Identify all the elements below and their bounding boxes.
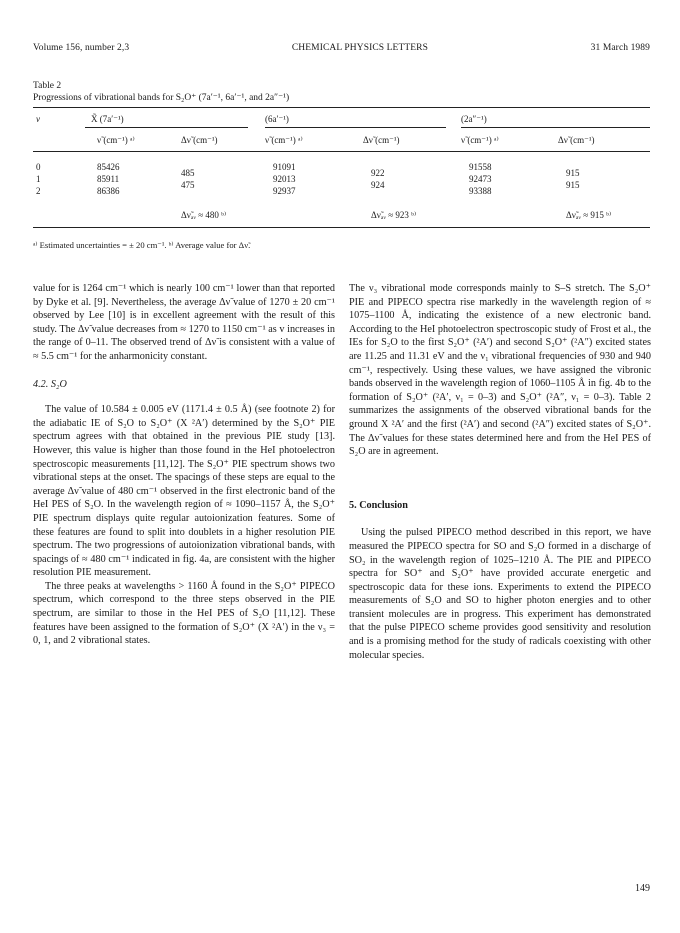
running-header: [33, 43, 650, 53]
journal-name: CHEMICAL PHYSICS LETTERS: [291, 43, 428, 53]
g1-delta: 485: [181, 168, 195, 178]
subheader-g1-delta: Δν̃ (cm⁻¹): [181, 135, 218, 145]
group-header-first-excited: (6a′⁻¹): [265, 114, 289, 124]
group-rule-3: [461, 127, 650, 128]
group-rule-2: [265, 127, 446, 128]
g3-average: Δν̃ₐᵥ ≈ 915 ᵇ⁾: [566, 210, 612, 220]
paragraph: The ν₃ vibrational mode corresponds mainly to S–S stretch. The S₂O⁺ PIE and PIPECO spectra rise markedly in the wavelength region of ≈ 1075–1100 Å, indicating the existence of a new electronic band. According to the HeI photoelectron spectroscopic study of Frost et al., the IEs for S₂O to the first S₂O⁺ (²A′) and second S₂O⁺ (²A″) excited states are 11.25 and 11.31 eV and the ν₁ vibrational frequencies of 930 and 940 cm⁻¹, respectively. Using these values, we have assigned the vibronic bands observed in the wavelength region of 1060–1105 Å in fig. 4b to the formation of S₂O⁺ (²A′, ν₁ = 0–3) and S₂O⁺ (²A″, ν₁ = 0–3). Table 2 summarizes the assignments of the observed vibrational bands for the ground X ²A′ and the first (²A′) and second (²A″) excited states of S₂O⁺. The Δν̃ values for these states determined here and from the HeI PES of S₂O are in agreement.: [349, 283, 651, 458]
v-value: 0: [36, 162, 41, 172]
left-column: [33, 282, 335, 648]
section-heading-s2o: 4.2. S₂O: [33, 378, 67, 390]
g2-wavenumber: 92013: [273, 174, 296, 184]
v-column-header: v: [36, 114, 40, 124]
g1-average: Δν̃ₐᵥ ≈ 480 ᵇ⁾: [181, 210, 227, 220]
g3-wavenumber: 91558: [469, 162, 492, 172]
group-header-second-excited: (2a″⁻¹): [461, 114, 487, 124]
table-label: Table 2: [33, 81, 62, 91]
g2-delta: 922: [371, 168, 385, 178]
v-value: 2: [36, 186, 41, 196]
g1-delta: 475: [181, 180, 195, 190]
section-heading-conclusion: 5. Conclusion: [349, 499, 408, 511]
right-column: [349, 282, 651, 662]
volume-info: Volume 156, number 2,3: [33, 43, 130, 53]
group-header-ground: X̃ (7a′⁻¹): [91, 114, 124, 124]
subheader-g2-wavenumber: ν̃ (cm⁻¹) ᵃ⁾: [265, 135, 303, 145]
issue-date: 31 March 1989: [590, 43, 650, 53]
page-number: 149: [635, 883, 650, 894]
paragraph: The value of 10.584 ± 0.005 eV (1171.4 ± 0.5 Å) (see footnote 2) for the adiabatic IE of S₂O to S₂O⁺ (X ²A′) determined by the S₂O⁺ PIE spectrum agrees with that obtained in the previous PIE study [13]. However, this value is higher than those found in the HeI photoelectron spectroscopic measurements [11,12]. The S₂O⁺ PIE spectrum shows two vibrational steps at the onset. The spacings of these steps are equal to the average Δν̃ value of 480 cm⁻¹ observed in the first electronic band of the HeI PES of S₂O. In the wavelength region of ≈ 1090–1157 Å, the S₂O⁺ PIE spectrum displays quite regular autoionization features. Some of these features are found to split into doublets in a higher resolution PIE spectrum. The two progressions of autoionization vibrational bands, with spacings of ≈ 480 cm⁻¹ indicated in fig. 4a, are consistent with the higher resolution PIE measurement.: [33, 404, 335, 579]
paragraph: Using the pulsed PIPECO method described in this report, we have measured the PIPECO spectra for SO and S₂O formed in a discharge of SO₂ in the wavelength region of 1025–1210 Å. The PIE and PIPECO spectra for SO⁺ and S₂O⁺ have provided accurate energetic and spectroscopic data for these ions. Experiments to extend the PIPECO measurements of S₂O and SO to higher photon energies and to other transient molecules are in progress. This experiment has demonstrated that the pulse PIPECO scheme provides good sensitivity and resolution and is a promising method for the study of radicals coexisting with other molecular species.: [349, 527, 651, 661]
g3-wavenumber: 93388: [469, 186, 492, 196]
subheader-g2-delta: Δν̃ (cm⁻¹): [363, 135, 400, 145]
g3-delta: 915: [566, 180, 580, 190]
g2-wavenumber: 92937: [273, 186, 296, 196]
g1-wavenumber: 86386: [97, 186, 120, 196]
g3-delta: 915: [566, 168, 580, 178]
g3-wavenumber: 92473: [469, 174, 492, 184]
table-bottom-rule: [33, 227, 650, 228]
table-top-rule: [33, 107, 650, 108]
g1-wavenumber: 85426: [97, 162, 120, 172]
group-rule-1: [85, 127, 248, 128]
g2-wavenumber: 91091: [273, 162, 296, 172]
g1-wavenumber: 85911: [97, 174, 120, 184]
table-caption: Progressions of vibrational bands for S₂O⁺ (7a′⁻¹, 6a′⁻¹, and 2a″⁻¹): [33, 93, 290, 103]
subheader-g1-wavenumber: ν̃ (cm⁻¹) ᵃ⁾: [97, 135, 135, 145]
v-value: 1: [36, 174, 41, 184]
g2-delta: 924: [371, 180, 385, 190]
paragraph: The three peaks at wavelengths > 1160 Å found in the S₂O⁺ PIPECO spectrum, which correspond to the three steps observed in the PIE spectrum, are similar to those in the HeI PES of S₂O [11,12]. These features have been assigned to the formation of S₂O⁺ (X ²A′) in the ν₃ = 0, 1, and 2 vibrational states.: [33, 580, 335, 647]
g2-average: Δν̃ₐᵥ ≈ 923 ᵇ⁾: [371, 210, 417, 220]
subheader-g3-wavenumber: ν̃ (cm⁻¹) ᵃ⁾: [461, 135, 499, 145]
table-header-rule: [33, 151, 650, 152]
table-title: [33, 80, 289, 104]
subheader-g3-delta: Δν̃ (cm⁻¹): [558, 135, 595, 145]
table-footnote: ᵃ⁾ Estimated uncertainties = ± 20 cm⁻¹. ᵇ⁾ Average value for Δν̃.: [33, 240, 251, 250]
paragraph: value for is 1264 cm⁻¹ which is nearly 100 cm⁻¹ lower than that reported by Dyke et al. [9]. Nevertheless, the average Δν̃ value of 1270 ± 20 cm⁻¹ observed by Lee [10] is in excellent agreement with the result of this study. The Δν̃ value decreases from ≈ 1270 to 1150 cm⁻¹ as v increases in the range of 0–11. The observed trend of Δν̃ is consistent with a value of ≈ 5.5 cm⁻¹ for the anharmonicity constant.: [33, 283, 335, 362]
